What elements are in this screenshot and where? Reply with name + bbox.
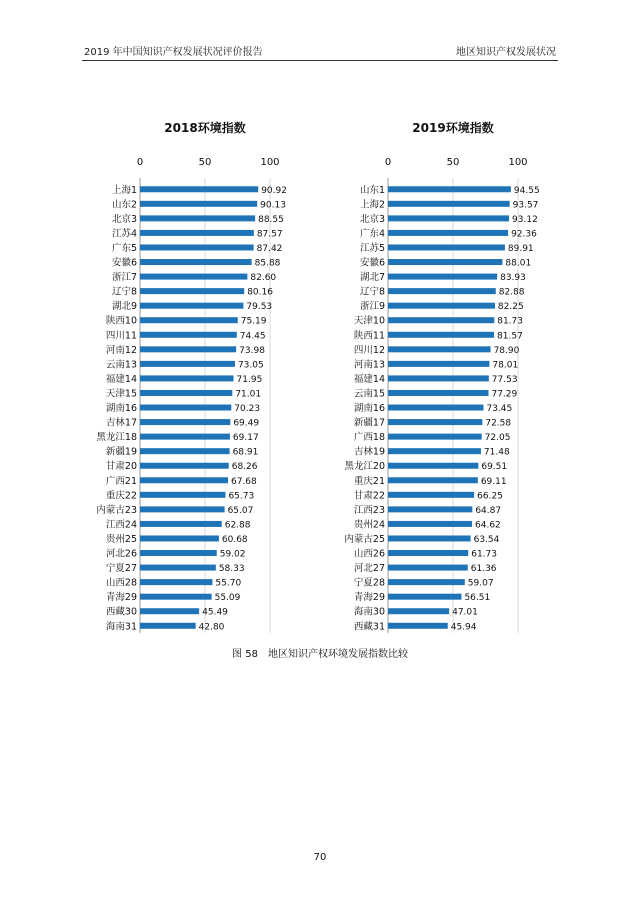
category-label: 江西24 — [105, 519, 137, 531]
bar — [388, 492, 474, 498]
category-label: 新疆19 — [105, 446, 137, 458]
bar — [140, 434, 230, 440]
bar — [140, 521, 222, 527]
value-label: 73.98 — [239, 345, 265, 356]
value-label: 69.17 — [232, 433, 259, 444]
value-label: 83.93 — [500, 273, 526, 284]
category-label: 福建14 — [105, 373, 137, 385]
header-section-title: 地区知识产权发展状况 — [456, 47, 556, 58]
header-report-title: 2019 年中国知识产权发展状况评价报告 — [84, 47, 263, 58]
value-label: 85.88 — [254, 258, 281, 269]
value-label: 90.92 — [261, 185, 287, 196]
bar — [388, 244, 505, 250]
category-label: 广西18 — [353, 432, 385, 444]
bar — [388, 346, 491, 352]
category-label: 江西23 — [353, 504, 385, 516]
bar — [140, 448, 230, 454]
value-label: 93.12 — [512, 214, 538, 225]
category-label: 湖北9 — [111, 301, 137, 313]
category-label: 青海29 — [105, 592, 137, 604]
category-label: 吉林17 — [105, 417, 137, 429]
value-label: 68.91 — [232, 447, 259, 458]
category-label: 吉林19 — [353, 446, 385, 458]
x-tick-label: 0 — [384, 157, 392, 168]
value-label: 90.13 — [260, 200, 286, 211]
category-label: 宁夏27 — [105, 563, 137, 575]
page-number: 70 — [313, 852, 327, 863]
category-label: 河南12 — [105, 344, 137, 356]
value-label: 81.57 — [497, 331, 523, 342]
bar — [140, 492, 225, 498]
bar — [388, 448, 481, 454]
value-label: 63.54 — [473, 534, 500, 545]
value-label: 61.36 — [470, 564, 497, 575]
x-tick-label: 100 — [508, 157, 528, 168]
bar — [140, 535, 219, 541]
bar — [388, 303, 495, 309]
bar — [388, 332, 494, 338]
bar — [388, 419, 482, 425]
category-label: 湖南16 — [105, 403, 137, 415]
value-label: 72.58 — [485, 418, 512, 429]
category-label: 山西26 — [353, 548, 385, 560]
category-label: 浙江9 — [359, 301, 385, 313]
category-label: 江苏5 — [359, 242, 385, 254]
category-label: 广西21 — [105, 475, 137, 487]
bar — [388, 230, 508, 236]
bar — [388, 463, 478, 469]
category-label: 山东1 — [359, 184, 385, 196]
category-label: 辽宁8 — [111, 286, 137, 298]
bar — [388, 506, 472, 512]
chart-2019-environment-index — [318, 110, 578, 640]
category-label: 重庆22 — [105, 490, 137, 502]
category-label: 甘肃22 — [353, 490, 385, 502]
value-label: 65.73 — [228, 491, 255, 502]
bar — [140, 317, 238, 323]
category-label: 河北27 — [353, 563, 385, 575]
category-label: 上海1 — [111, 184, 137, 196]
value-label: 59.02 — [219, 549, 246, 560]
figure-caption: 图 58 地区知识产权环境发展指数比较 — [232, 649, 408, 660]
value-label: 73.45 — [486, 404, 513, 415]
value-label: 55.09 — [214, 593, 241, 604]
value-label: 58.33 — [218, 564, 245, 575]
category-label: 湖北7 — [359, 272, 385, 284]
x-tick-label: 50 — [198, 157, 212, 168]
bar — [140, 186, 258, 192]
category-label: 西藏30 — [105, 606, 137, 618]
value-label: 73.05 — [237, 360, 264, 371]
bar — [388, 550, 468, 556]
value-label: 62.88 — [224, 520, 251, 531]
category-label: 甘肃20 — [105, 461, 137, 473]
category-label: 黑龙江18 — [96, 432, 137, 444]
bar — [140, 274, 247, 280]
bar — [140, 244, 254, 250]
value-label: 64.62 — [475, 520, 501, 531]
bar — [388, 390, 488, 396]
bar — [140, 594, 212, 600]
bar — [388, 215, 509, 221]
bar — [140, 463, 229, 469]
category-label: 云南15 — [353, 388, 385, 400]
value-label: 89.91 — [507, 243, 534, 254]
category-label: 河南13 — [353, 359, 385, 371]
category-label: 北京3 — [359, 213, 385, 225]
bar — [388, 317, 494, 323]
category-label: 内蒙古25 — [344, 533, 385, 545]
category-label: 天津10 — [353, 315, 385, 327]
category-label: 天津15 — [105, 388, 137, 400]
bar — [140, 565, 216, 571]
value-label: 79.53 — [246, 302, 273, 313]
category-label: 陕西10 — [105, 315, 137, 327]
category-label: 北京3 — [111, 213, 137, 225]
value-label: 81.73 — [497, 316, 524, 327]
bar — [388, 477, 478, 483]
bar — [140, 375, 234, 381]
bar — [388, 521, 472, 527]
category-label: 四川12 — [353, 344, 385, 356]
bar — [140, 579, 212, 585]
value-label: 78.90 — [493, 345, 520, 356]
bar — [140, 346, 236, 352]
chart-2019-svg — [318, 110, 578, 640]
value-label: 71.01 — [235, 389, 262, 400]
value-label: 75.19 — [240, 316, 267, 327]
value-label: 69.49 — [233, 418, 260, 429]
category-label: 青海29 — [353, 592, 385, 604]
category-label: 内蒙古23 — [96, 504, 137, 516]
category-label: 海南30 — [353, 606, 385, 618]
category-label: 山东2 — [111, 199, 137, 211]
bar — [388, 186, 511, 192]
category-label: 海南31 — [105, 621, 137, 633]
bar — [140, 259, 252, 265]
category-label: 新疆17 — [353, 417, 385, 429]
bar — [388, 274, 497, 280]
value-label: 61.73 — [471, 549, 498, 560]
value-label: 80.16 — [247, 287, 273, 298]
bar — [388, 375, 489, 381]
value-label: 68.26 — [231, 462, 258, 473]
value-label: 74.45 — [239, 331, 266, 342]
value-label: 67.68 — [230, 476, 257, 487]
value-label: 93.57 — [512, 200, 539, 211]
category-label: 宁夏28 — [353, 577, 385, 589]
bar — [388, 361, 489, 367]
value-label: 71.48 — [483, 447, 510, 458]
chart-2018-environment-index — [70, 110, 330, 640]
bar — [140, 215, 255, 221]
bar — [140, 332, 237, 338]
bar — [140, 361, 235, 367]
value-label: 47.01 — [452, 607, 478, 618]
value-label: 87.57 — [256, 229, 283, 240]
value-label: 69.51 — [481, 462, 508, 473]
category-label: 贵州24 — [353, 519, 385, 531]
x-tick-label: 100 — [260, 157, 280, 168]
category-label: 安徽6 — [111, 257, 137, 269]
bar — [140, 477, 228, 483]
bar — [388, 623, 448, 629]
value-label: 82.60 — [250, 273, 277, 284]
value-label: 60.68 — [221, 534, 248, 545]
value-label: 65.07 — [227, 505, 254, 516]
bar — [388, 594, 461, 600]
category-label: 云南13 — [105, 359, 137, 371]
bar — [388, 259, 502, 265]
bar — [140, 201, 257, 207]
category-label: 上海2 — [359, 199, 385, 211]
category-label: 辽宁8 — [359, 286, 385, 298]
value-label: 45.49 — [202, 607, 228, 618]
header-divider — [82, 60, 558, 61]
value-label: 82.88 — [498, 287, 525, 298]
value-label: 77.29 — [491, 389, 518, 400]
category-label: 贵州25 — [105, 533, 137, 545]
value-label: 92.36 — [511, 229, 537, 240]
value-label: 94.55 — [513, 185, 540, 196]
category-label: 陕西11 — [353, 330, 385, 342]
bar — [388, 535, 471, 541]
category-label: 安徽6 — [359, 257, 385, 269]
value-label: 77.53 — [491, 374, 518, 385]
bar — [388, 608, 449, 614]
value-label: 45.94 — [450, 622, 477, 633]
bar — [140, 506, 225, 512]
chart-title: 2018环境指数 — [164, 121, 246, 135]
value-label: 70.23 — [234, 404, 261, 415]
category-label: 黑龙江20 — [344, 461, 385, 473]
bar — [388, 288, 496, 294]
value-label: 59.07 — [467, 578, 494, 589]
value-label: 82.25 — [497, 302, 524, 313]
category-label: 河北26 — [105, 548, 137, 560]
bar — [388, 201, 510, 207]
category-label: 山西28 — [105, 577, 137, 589]
value-label: 71.95 — [236, 374, 263, 385]
bar — [140, 608, 199, 614]
chart-2018-svg — [70, 110, 330, 640]
value-label: 72.05 — [484, 433, 511, 444]
category-label: 广东5 — [111, 242, 137, 254]
bar — [140, 419, 230, 425]
value-label: 69.11 — [480, 476, 507, 487]
category-label: 重庆21 — [353, 475, 385, 487]
value-label: 64.87 — [475, 505, 502, 516]
bar — [140, 623, 196, 629]
value-label: 66.25 — [477, 491, 503, 502]
value-label: 87.42 — [256, 243, 283, 254]
x-tick-label: 0 — [136, 157, 144, 168]
chart-title: 2019环境指数 — [412, 121, 494, 135]
value-label: 78.01 — [492, 360, 519, 371]
category-label: 浙江7 — [111, 272, 137, 284]
bar — [388, 565, 468, 571]
bar — [140, 405, 231, 411]
category-label: 江苏4 — [111, 228, 137, 240]
category-label: 福建14 — [353, 373, 385, 385]
x-tick-label: 50 — [446, 157, 460, 168]
bar — [388, 405, 483, 411]
bar — [140, 550, 217, 556]
bar — [140, 390, 232, 396]
bar — [140, 303, 243, 309]
bar — [140, 230, 254, 236]
value-label: 88.55 — [258, 214, 284, 225]
category-label: 西藏31 — [353, 621, 385, 633]
bar — [388, 579, 465, 585]
category-label: 广东4 — [359, 228, 385, 240]
value-label: 42.80 — [198, 622, 225, 633]
bar — [388, 434, 482, 440]
value-label: 88.01 — [505, 258, 532, 269]
bar — [140, 288, 244, 294]
category-label: 湖南16 — [353, 403, 385, 415]
value-label: 55.70 — [215, 578, 242, 589]
category-label: 四川11 — [105, 330, 137, 342]
value-label: 56.51 — [464, 593, 491, 604]
